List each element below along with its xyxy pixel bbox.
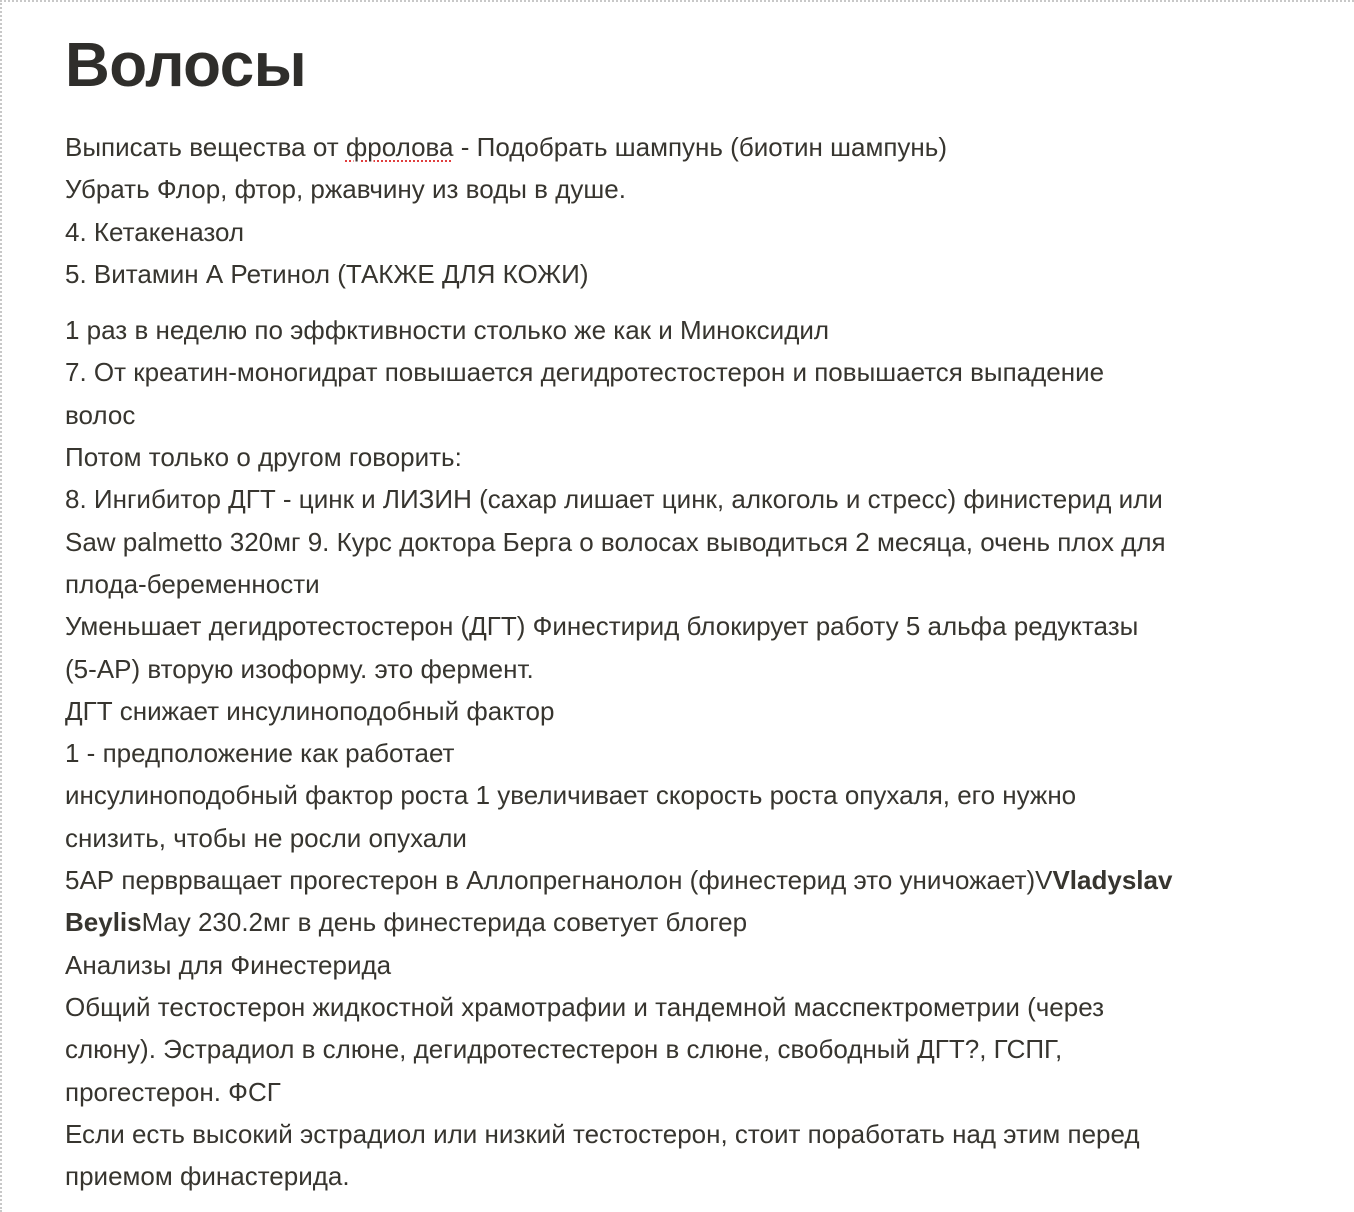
note-line-2[interactable]: Убрать Флор, фтор, ржавчину из воды в душе. — [65, 174, 626, 205]
page-title[interactable]: Волосы — [65, 31, 307, 100]
note-line-15[interactable]: 1 - предположение как работает — [65, 738, 455, 769]
note-line-13[interactable]: (5-АР) вторую изоформу. это фермент. — [65, 653, 534, 684]
note-line-5[interactable]: 1 раз в неделю по эффктивности столько же как и Миноксидил — [65, 315, 830, 346]
note-line-23[interactable]: прогестерон. ФСГ — [65, 1076, 281, 1107]
note-line-19[interactable]: BeylisMay 230.2мг в день финестерида советует блогер — [65, 907, 748, 938]
paragraph-gap — [65, 295, 1325, 309]
note-line-7[interactable]: волос — [65, 399, 136, 430]
note-line-6[interactable]: 7. От креатин-моногидрат повышается дегидротестостерон и повышается выпадение — [65, 357, 1105, 388]
document-content — [65, 26, 1325, 1197]
note-line-9[interactable]: 8. Ингибитор ДГТ - цинк и ЛИЗИН (сахар лишает цинк, алкоголь и стресс) финистерид или — [65, 484, 1163, 515]
note-line-21[interactable]: Общий тестостерон жидкостной храмотрафии и тандемной масспектрометрии (через — [65, 991, 1105, 1022]
author-name-last: Beylis — [65, 907, 142, 938]
note-line-3[interactable]: 4. Кетакеназол — [65, 216, 245, 247]
note-line-10[interactable]: Saw palmetto 320мг 9. Курс доктора Берга о волосах выводиться 2 месяца, очень плох для — [65, 526, 1166, 557]
note-line-1[interactable]: Выписать вещества от фролова - Подобрать шампунь (биотин шампунь) — [65, 132, 947, 162]
note-line-24[interactable]: Если есть высокий эстрадиол или низкий тестостерон, стоит поработать над этим перед — [65, 1118, 1140, 1149]
author-name-first: Vladyslav — [1052, 865, 1173, 896]
note-line-16[interactable]: инсулиноподобный фактор роста 1 увеличивает скорость роста опухаля, его нужно — [65, 780, 1077, 811]
note-line-12[interactable]: Уменьшает дегидротестостерон (ДГТ) Финестирид блокирует работу 5 альфа редуктазы — [65, 611, 1139, 642]
note-body[interactable] — [65, 126, 1325, 1197]
note-line-11[interactable]: плода-беременности — [65, 568, 320, 599]
note-line-22[interactable]: слюну). Эстрадиол в слюне, дегидротестестерон в слюне, свободный ДГТ?, ГСПГ, — [65, 1034, 1063, 1065]
note-line-4[interactable]: 5. Витамин А Ретинол (ТАКЖЕ ДЛЯ КОЖИ) — [65, 258, 589, 289]
note-line-17[interactable]: снизить, чтобы не росли опухали — [65, 822, 467, 853]
note-line-20[interactable]: Анализы для Финестерида — [65, 949, 392, 980]
note-line-8[interactable]: Потом только о другом говорить: — [65, 442, 462, 473]
note-line-18[interactable]: 5АР перврващает прогестерон в Аллопрегнанолон (финестерид это уничожает)VVladyslav — [65, 865, 1173, 896]
note-line-25[interactable]: приемом финастерида. — [65, 1161, 350, 1192]
misspelled-word[interactable]: фролова — [345, 132, 454, 162]
note-line-14[interactable]: ДГТ снижает инсулиноподобный фактор — [65, 695, 555, 726]
